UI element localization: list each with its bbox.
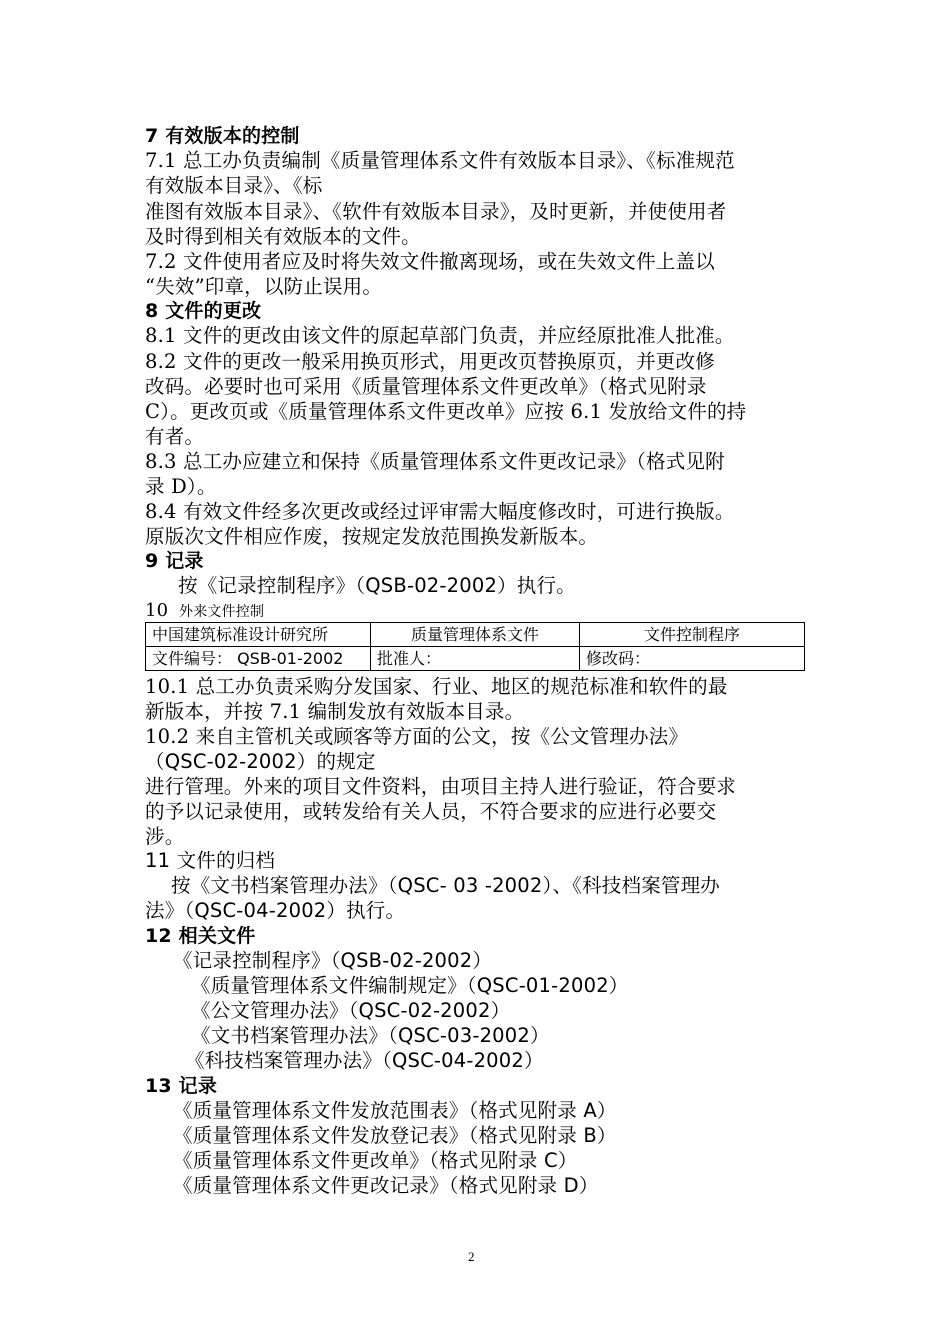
procedure-title-cell: 文件控制程序 [580, 623, 805, 647]
section-13-heading: 13 记录 [145, 1075, 218, 1097]
text-line: 8.4 有效文件经多次更改或经过评审需大幅度修改时，可进行换版。 [145, 500, 735, 523]
approver-cell: 批准人： [371, 647, 580, 671]
text-line: 有者。 [145, 425, 205, 448]
list-item: 《质量管理体系文件发放登记表》（格式见附录 B） [173, 1124, 617, 1147]
section-8-heading: 8 文件的更改 [145, 300, 262, 322]
doc-number-cell: 文件编号： QSB-01-2002 [146, 647, 371, 671]
text-line: 7.2 文件使用者应及时将失效文件撤离现场，或在失效文件上盖以 [145, 250, 715, 273]
list-item: 《公文管理办法》（QSC-02-2002） [191, 999, 511, 1022]
text-line: 新版本，并按 7.1 编制发放有效版本目录。 [145, 700, 525, 723]
list-item: 《质量管理体系文件更改记录》（格式见附录 D） [173, 1174, 599, 1197]
section-9-heading: 9 记录 [145, 550, 204, 572]
org-name-cell: 中国建筑标准设计研究所 [146, 623, 371, 647]
list-item: 《科技档案管理办法》（QSC-04-2002） [185, 1049, 544, 1072]
text-line: 8.1 文件的更改由该文件的原起草部门负责，并应经原批准人批准。 [145, 324, 735, 347]
list-item: 《记录控制程序》（QSB-02-2002） [173, 949, 493, 972]
section-10-title: 外来文件控制 [179, 604, 265, 620]
text-line: 按《记录控制程序》（QSB-02-2002）执行。 [178, 574, 576, 597]
revision-code-cell: 修改码： [580, 647, 805, 671]
list-item: 《质量管理体系文件更改单》（格式见附录 C） [173, 1149, 578, 1172]
text-line: 按《文书档案管理办法》（QSC- 03 -2002）、《科技档案管理办 [171, 874, 721, 897]
text-line: 有效版本目录》、《标 [145, 174, 323, 197]
text-line: 原版次文件相应作废，按规定发放范围换发新版本。 [145, 525, 599, 548]
section-10-number: 10 [145, 600, 169, 621]
text-line: 10.2 来自主管机关或顾客等方面的公文，按《公文管理办法》 [145, 725, 689, 748]
text-line: 及时得到相关有效版本的文件。 [145, 225, 421, 248]
text-line: 8.3 总工办应建立和保持《质量管理体系文件更改记录》（格式见附 [145, 450, 725, 473]
text-line: “失效”印章，以防止误用。 [145, 275, 383, 298]
text-line: C）。更改页或《质量管理体系文件更改单》应按 6.1 发放给文件的持 [145, 400, 747, 423]
text-line: （QSC-02-2002）的规定 [145, 750, 376, 773]
text-line: 准图有效版本目录》、《软件有效版本目录》，及时更新，并使使用者 [145, 200, 727, 223]
list-item: 《文书档案管理办法》（QSC-03-2002） [191, 1024, 550, 1047]
text-line: 10.1 总工办负责采购分发国家、行业、地区的规范标准和软件的最 [145, 675, 728, 698]
table-row [146, 647, 805, 671]
text-line: 8.2 文件的更改一般采用换页形式，用更改页替换原页，并更改修 [145, 350, 715, 373]
text-line: 进行管理。外来的项目文件资料，由项目主持人进行验证，符合要求 [145, 775, 737, 798]
text-line: 涉。 [145, 825, 185, 848]
section-12-heading: 12 相关文件 [145, 925, 256, 947]
text-line: 改码。必要时也可采用《质量管理体系文件更改单》（格式见附录 [145, 375, 707, 398]
text-line: 7.1 总工办负责编制《质量管理体系文件有效版本目录》、《标准规范 [145, 149, 735, 172]
text-line: 录 D）。 [145, 475, 217, 498]
doc-system-cell: 质量管理体系文件 [371, 623, 580, 647]
section-11-heading: 11 文件的归档 [145, 849, 276, 872]
list-item: 《质量管理体系文件编制规定》（QSC-01-2002） [191, 974, 629, 997]
section-7-heading: 7 有效版本的控制 [145, 125, 300, 147]
table-row [146, 623, 805, 647]
text-line: 的予以记录使用，或转发给有关人员，不符合要求的应进行必要交 [145, 800, 717, 823]
list-item: 《质量管理体系文件发放范围表》（格式见附录 A） [173, 1099, 617, 1122]
text-line: 法》（QSC-04-2002）执行。 [145, 899, 406, 922]
header-table [145, 622, 805, 671]
page-number: 2 [468, 1249, 475, 1264]
